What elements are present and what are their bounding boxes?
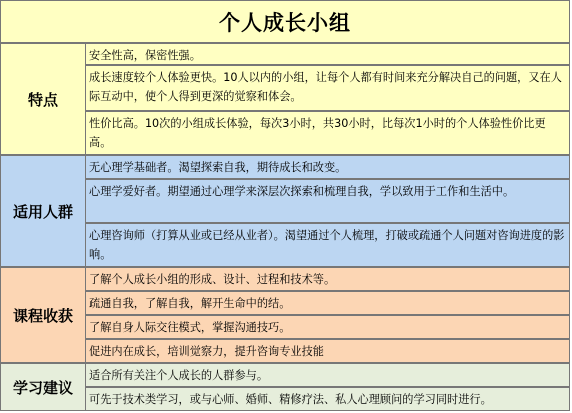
table-row: 无心理学基础者。渴望探索自我，期待成长和改变。 <box>85 155 570 179</box>
table-row: 了解个人成长小组的形成、设计、过程和技术等。 <box>85 267 570 291</box>
table-row: 可先于技术类学习，或与心师、婚师、精修疗法、私人心理顾问的学习同时进行。 <box>85 387 570 411</box>
table-row: 疏通自我，了解自我，解开生命中的结。 <box>85 291 570 315</box>
table-row: 促进内在成长，培训觉察力，提升咨询专业技能 <box>85 339 570 363</box>
table-row: 性价比高。10次的小组成长体验，每次3小时，共30小时，比每次1小时的个人体验性价比更高。 <box>85 111 570 155</box>
table-row: 心理学爱好者。期望通过心理学来深层次探索和梳理自我，学以致用于工作和生活中。 <box>85 179 570 223</box>
section-gains <box>0 267 570 363</box>
table-row: 成长速度较个人体验更快。10人以内的小组，让每个人都有时间来充分解决自己的问题，又在人际互动中，使个人得到更深的觉察和体会。 <box>85 65 570 111</box>
table-row: 了解自身人际交往模式，掌握沟通技巧。 <box>85 315 570 339</box>
section-label: 特点 <box>0 43 85 155</box>
section-features <box>0 43 570 155</box>
table-row: 心理咨询师（打算从业或已经从业者）。渴望通过个人梳理，打破或疏通个人问题对咨询进度的影响。 <box>85 223 570 267</box>
section-label: 学习建议 <box>0 363 85 411</box>
section-advice <box>0 363 570 411</box>
page-title: 个人成长小组 <box>0 0 570 43</box>
section-label: 适用人群 <box>0 155 85 267</box>
section-audience <box>0 155 570 267</box>
table-row: 安全性高，保密性强。 <box>85 43 570 65</box>
table-row: 适合所有关注个人成长的人群参与。 <box>85 363 570 387</box>
section-label: 课程收获 <box>0 267 85 363</box>
